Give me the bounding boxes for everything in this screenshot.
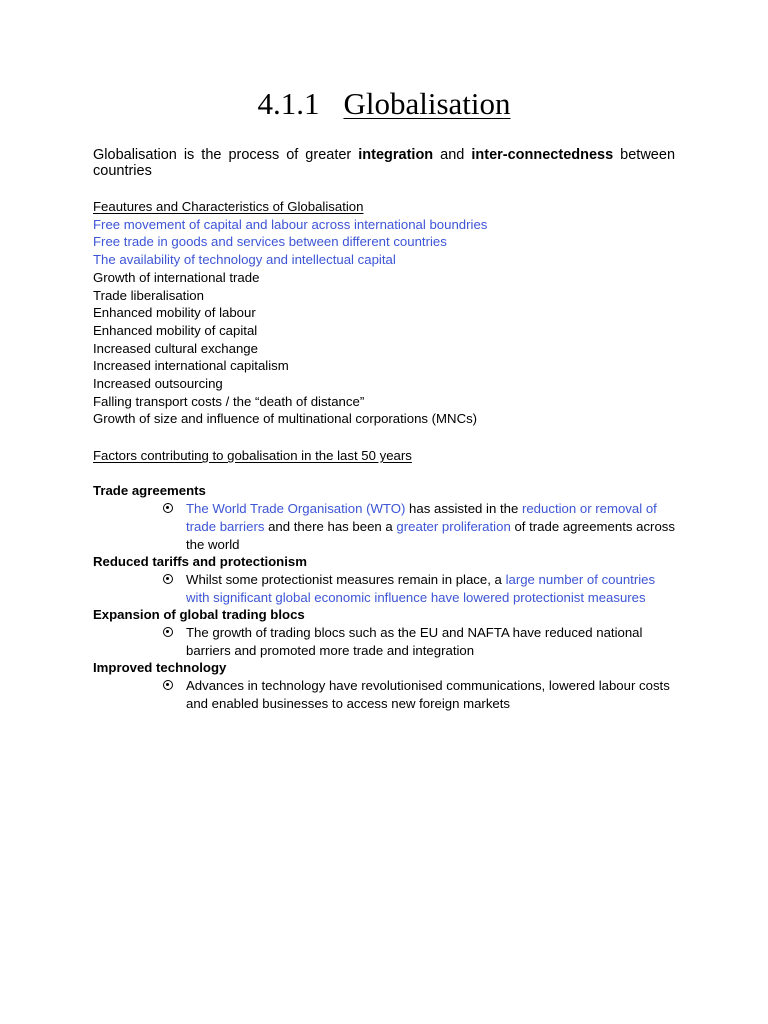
feature-item-highlighted: Free movement of capital and labour across international boundries [93, 216, 488, 232]
factors-list [93, 482, 693, 712]
feature-item: Enhanced mobility of labour [93, 305, 256, 321]
factors-section [93, 447, 693, 713]
body-text: has assisted in the [405, 501, 522, 517]
factor-bullet-item [93, 500, 676, 553]
body-text: Whilst some protectionist measures remain in place, a [186, 571, 506, 587]
feature-item-highlighted: Free trade in goods and services between different countries [93, 234, 447, 250]
factor-heading: Reduced tariffs and protectionism [93, 554, 307, 570]
body-text: Advances in technology have revolutionised communications, lowered labour costs and enabled businesses to access new foreign markets [186, 678, 670, 711]
feature-item-highlighted: The availability of technology and intellectual capital [93, 252, 396, 268]
intro-bold-integration: integration [358, 147, 434, 163]
circled-dot-bullet-icon [163, 503, 173, 513]
feature-item: Growth of international trade [93, 269, 260, 285]
factors-heading: Factors contributing to gobalisation in the last 50 years [93, 448, 412, 463]
feature-item: Increased outsourcing [93, 376, 223, 392]
spacer [93, 465, 693, 483]
body-text: The growth of trading blocs such as the EU and NAFTA have reduced national barriers and promoted more trade and integration [186, 625, 643, 658]
circled-dot-bullet-icon [163, 574, 173, 584]
section-number: 4.1.1 [257, 86, 320, 121]
circled-dot-bullet-icon [163, 680, 173, 690]
intro-paragraph [93, 147, 675, 179]
intro-text: Globalisation is the process of greater [93, 147, 359, 163]
features-list [93, 269, 693, 428]
intro-bold-interconnectedness: inter-connectedness [471, 147, 614, 163]
feature-item: Increased cultural exchange [93, 340, 258, 356]
body-text: of trade agreements across the world [186, 518, 675, 552]
circled-dot-bullet-icon [163, 627, 173, 637]
features-heading: Feautures and Characteristics of Globalisation [93, 199, 364, 214]
feature-item: Increased international capitalism [93, 358, 289, 374]
factor-heading: Expansion of global trading blocs [93, 607, 305, 623]
section-title: Globalisation [343, 86, 511, 121]
highlighted-text: The World Trade Organisation (WTO) [186, 501, 406, 517]
page-title [0, 84, 768, 124]
intro-text: and [433, 147, 472, 163]
factor-heading: Improved technology [93, 660, 227, 676]
features-blue-list [93, 216, 693, 269]
highlighted-text: reduction or removal of trade barriers [186, 501, 657, 534]
highlighted-text: large number of countries with significant global economic influence have lowered protectionist measures [186, 571, 656, 605]
feature-item: Trade liberalisation [93, 287, 204, 303]
feature-item: Falling transport costs / the “death of distance” [93, 393, 365, 409]
body-text: and there has been a [264, 518, 397, 534]
feature-item: Enhanced mobility of capital [93, 322, 258, 338]
factor-heading: Trade agreements [93, 483, 206, 499]
highlighted-text: greater proliferation [396, 518, 511, 534]
feature-item: Growth of size and influence of multinational corporations (MNCs) [93, 411, 478, 427]
factor-bullet-item [93, 571, 676, 606]
factor-bullet-item [93, 624, 676, 659]
intro-text: between countries [93, 147, 676, 179]
factor-bullet-item [93, 677, 676, 712]
features-section [93, 198, 693, 428]
